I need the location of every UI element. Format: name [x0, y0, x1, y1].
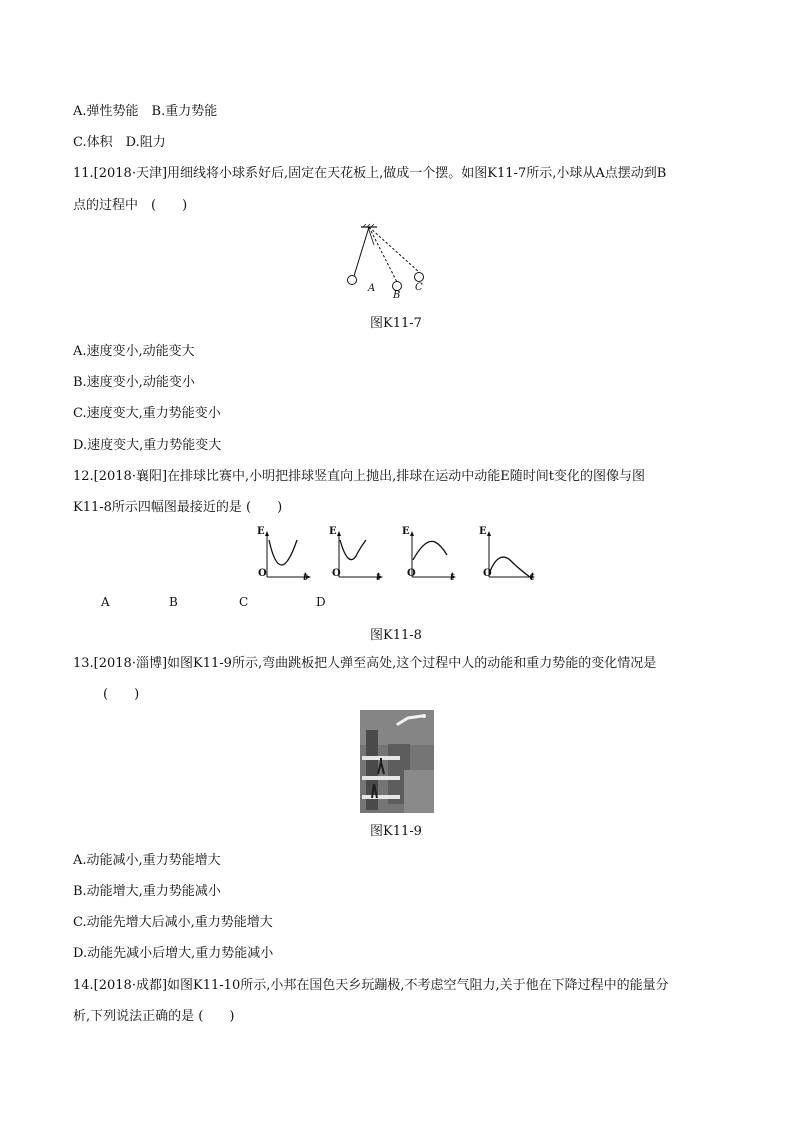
q13-option-c: C.动能先增大后减小,重力势能增大	[73, 915, 273, 930]
graph-option-b: B	[169, 595, 178, 609]
figure-caption-k11-7: 图K11-7	[370, 316, 422, 331]
pendulum-label-b: B	[393, 290, 401, 301]
q13-option-a: A.动能减小,重力势能增大	[73, 853, 221, 868]
q12-stem-line-2: K11-8所示四幅图最接近的是 ( )	[73, 500, 283, 515]
q11-option-b: B.速度变小,动能变小	[73, 375, 195, 390]
figure-caption-k11-9: 图K11-9	[370, 824, 422, 839]
pendulum-label-a: A	[368, 283, 376, 294]
graph-c-y-label: E	[402, 526, 410, 537]
graph-a-x-label: t	[303, 572, 308, 583]
graph-b-y-label: E	[329, 526, 337, 537]
q14-stem-line-2: 析,下列说法正确的是 ( )	[73, 1009, 235, 1024]
q10-options-ab: A.弹性势能 B.重力势能	[73, 104, 218, 119]
graph-d-x-label: t	[530, 572, 535, 583]
q11-option-d: D.速度变大,重力势能变大	[73, 438, 222, 453]
graph-b-x-label: t	[376, 572, 381, 583]
q11-option-c: C.速度变大,重力势能变小	[73, 406, 221, 421]
graph-d-y-label: E	[479, 526, 487, 537]
graph-d-origin-label: O	[483, 568, 492, 579]
q13-option-d: D.动能先减小后增大,重力势能减小	[73, 946, 274, 961]
q12-stem-line-1: 12.[2018·襄阳]在排球比赛中,小明把排球竖直向上抛出,排球在运动中动能E随时间t变化的图像与图	[73, 469, 646, 484]
pendulum-label-c: C	[415, 282, 423, 293]
graph-a-origin-label: O	[258, 568, 267, 579]
diving-photo	[360, 710, 434, 813]
figure-caption-k11-8: 图K11-8	[370, 628, 422, 643]
q13-stem-line-2: ( )	[103, 687, 140, 702]
graph-c-origin-label: O	[407, 568, 416, 579]
graph-option-d: D	[316, 595, 326, 609]
graph-option-c: C	[239, 595, 249, 609]
graph-option-a: A	[101, 595, 110, 609]
graph-b-origin-label: O	[332, 568, 341, 579]
q13-option-b: B.动能增大,重力势能减小	[73, 884, 221, 899]
q10-options-cd: C.体积 D.阻力	[73, 135, 166, 150]
q14-stem-line-1: 14.[2018·成都]如图K11-10所示,小邦在国色天乡玩蹦极,不考虑空气阻力,关于他在下降过程中的能量分	[73, 978, 669, 993]
graph-c-x-label: t	[450, 572, 455, 583]
graph-a-y-label: E	[257, 526, 265, 537]
q13-stem-line-1: 13.[2018·淄博]如图K11-9所示,弯曲跳板把人弹至高处,这个过程中人的动能和重力势能的变化情况是	[73, 656, 657, 671]
q11-stem-line-1: 11.[2018·天津]用细线将小球系好后,固定在天花板上,做成一个摆。如图K11-7所示,小球从A点摆动到B	[73, 166, 667, 181]
q11-option-a: A.速度变小,动能变大	[73, 344, 195, 359]
q11-stem-line-2: 点的过程中 ( )	[73, 198, 188, 213]
